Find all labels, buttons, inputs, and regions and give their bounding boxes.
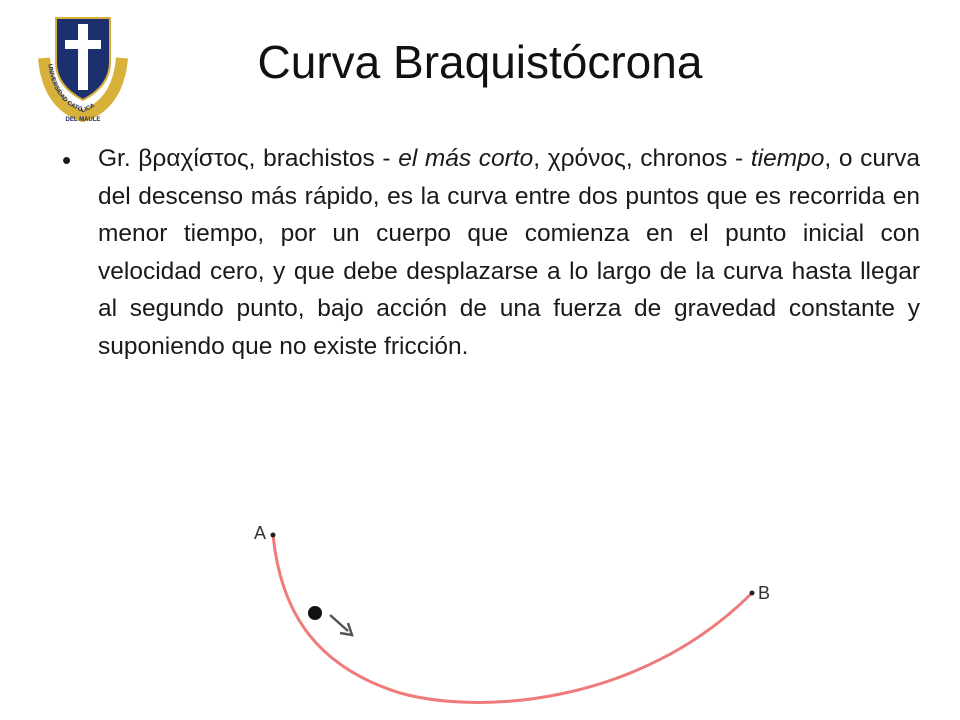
logo-ring-text: UNIVERSIDAD CATÓLICA xyxy=(46,63,97,115)
rolling-ball xyxy=(308,606,322,620)
bullet-dot: • xyxy=(62,145,72,175)
bullet-paragraph xyxy=(98,140,920,365)
brachistochrone-figure xyxy=(240,515,800,720)
direction-arrow-icon xyxy=(330,615,352,635)
bullet-list xyxy=(60,140,920,365)
logo-sub-text: DEL MAULE xyxy=(65,117,101,122)
label-b: B xyxy=(758,583,771,603)
bullet-mid: , χρόνος, chronos - xyxy=(533,145,751,172)
point-a-dot xyxy=(271,533,276,538)
bullet-rest: , o curva del descenso más rápido, es la curva entre dos puntos que es recorrida en menor tiempo, por un cuerpo que comienza en el punto inicial con velocidad cero, y que debe desplazarse a lo largo de la curva hasta llegar al segundo punto, bajo acción de una fuerza de gravedad constante y suponiendo que no existe fricción. xyxy=(98,145,920,360)
brachistochrone-curve xyxy=(273,535,752,702)
label-a: A xyxy=(254,523,267,543)
slide-title: Curva Braquistócrona xyxy=(257,36,703,88)
bullet-prefix: Gr. βραχίστος, brachistos - xyxy=(98,145,399,172)
bullet-emphasis-short: el más corto xyxy=(398,145,534,172)
bullet-item xyxy=(60,140,920,365)
point-b-dot xyxy=(750,591,755,596)
bullet-emphasis-time: tiempo xyxy=(750,145,825,172)
